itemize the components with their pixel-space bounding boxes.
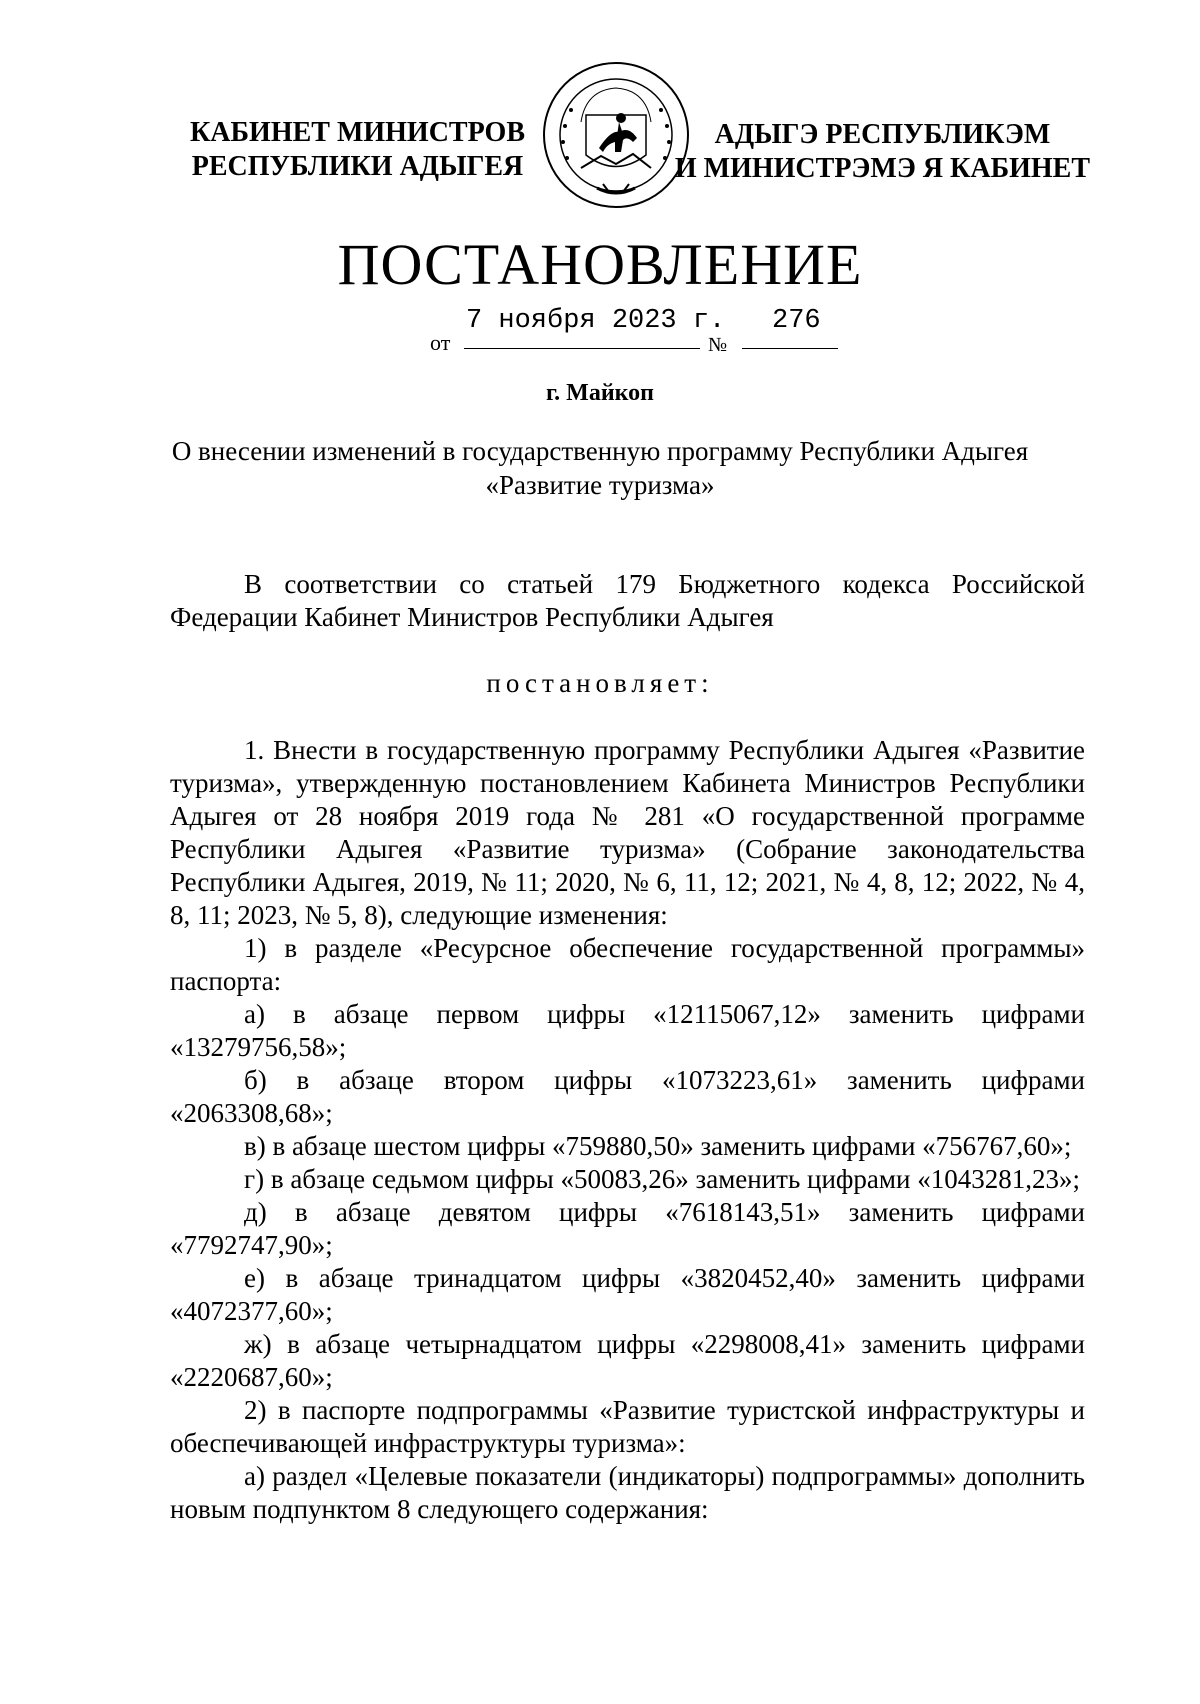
document-number: 276 [772, 306, 821, 336]
issuer-adyghe-line1: АДЫГЭ РЕСПУБЛИКЭМ [714, 119, 1051, 150]
paragraph-1: 1. Внести в государственную программу Республики Адыгея «Развитие туризма», утвержденную постановлением Кабинета Министров Республики Адыгея от 28 ноября 2019 года № 281 «О государственной программе Республики Адыгея «Развитие туризма» (Собрание законодательства Республики Адыгея, 2019, № 11; 2020, № 6, 11, 12; 2021, № 4, 8, 12; 2022, № 4, 8, 11; 2023, № 5, 8), следующие изменения: [170, 735, 1085, 930]
issuer-russian-line2: РЕСПУБЛИКИ АДЫГЕЯ [191, 151, 524, 182]
issuer-russian-line1: КАБИНЕТ МИНИСТРОВ [190, 117, 526, 148]
paragraph-1-1-e: е) в абзаце тринадцатом цифры «3820452,40» заменить цифрами «4072377,60»; [170, 1263, 1085, 1326]
resolves-heading: постановляет: [486, 668, 714, 698]
paragraph-1-1-zh: ж) в абзаце четырнадцатом цифры «2298008,41» заменить цифрами «2220687,60»; [170, 1329, 1085, 1392]
coat-of-arms-icon [541, 60, 691, 210]
number-prefix: № [708, 334, 728, 356]
subject-line2: «Развитие туризма» [485, 470, 715, 500]
document-type-title: ПОСТАНОВЛЕНИЕ [337, 232, 863, 297]
issuer-adyghe [675, 118, 1090, 186]
paragraph-1-1-a: а) в абзаце первом цифры «12115067,12» заменить цифрами «13279756,58»; [170, 999, 1085, 1062]
paragraph-1-2: 2) в паспорте подпрограммы «Развитие туристской инфраструктуры и обеспечивающей инфраструктуры туризма»: [170, 1395, 1085, 1458]
paragraph-1-1: 1) в разделе «Ресурсное обеспечение государственной программы» паспорта: [170, 933, 1085, 996]
issuer-russian [190, 116, 525, 184]
paragraph-1-1-g: г) в абзаце седьмом цифры «50083,26» заменить цифрами «1043281,23»; [244, 1164, 1080, 1194]
date-number-line [430, 306, 850, 362]
paragraph-1-1-v: в) в абзаце шестом цифры «759880,50» заменить цифрами «756767,60»; [244, 1131, 1072, 1161]
date-prefix: от [430, 330, 451, 355]
paragraph-1-2-a: а) раздел «Целевые показатели (индикаторы) подпрограммы» дополнить новым подпунктом 8 следующего содержания: [170, 1461, 1085, 1524]
preamble-text: В соответствии со статьей 179 Бюджетного кодекса Российской Федерации Кабинет Министров Республики Адыгея [170, 569, 1085, 632]
subject-line1: О внесении изменений в государственную программу Республики Адыгея [171, 436, 1029, 466]
document-date: 7 ноября 2023 г. [466, 306, 726, 336]
resolution-body [170, 734, 1085, 1526]
issuer-adyghe-line2: И МИНИСТРЭМЭ Я КАБИНЕТ [674, 153, 1090, 184]
preamble [170, 568, 1085, 634]
document-subject [0, 434, 1200, 502]
city: г. Майкоп [545, 380, 654, 406]
paragraph-1-1-d: д) в абзаце девятом цифры «7618143,51» заменить цифрами «7792747,90»; [170, 1197, 1085, 1260]
paragraph-1-1-b: б) в абзаце втором цифры «1073223,61» заменить цифрами «2063308,68»; [170, 1065, 1085, 1128]
